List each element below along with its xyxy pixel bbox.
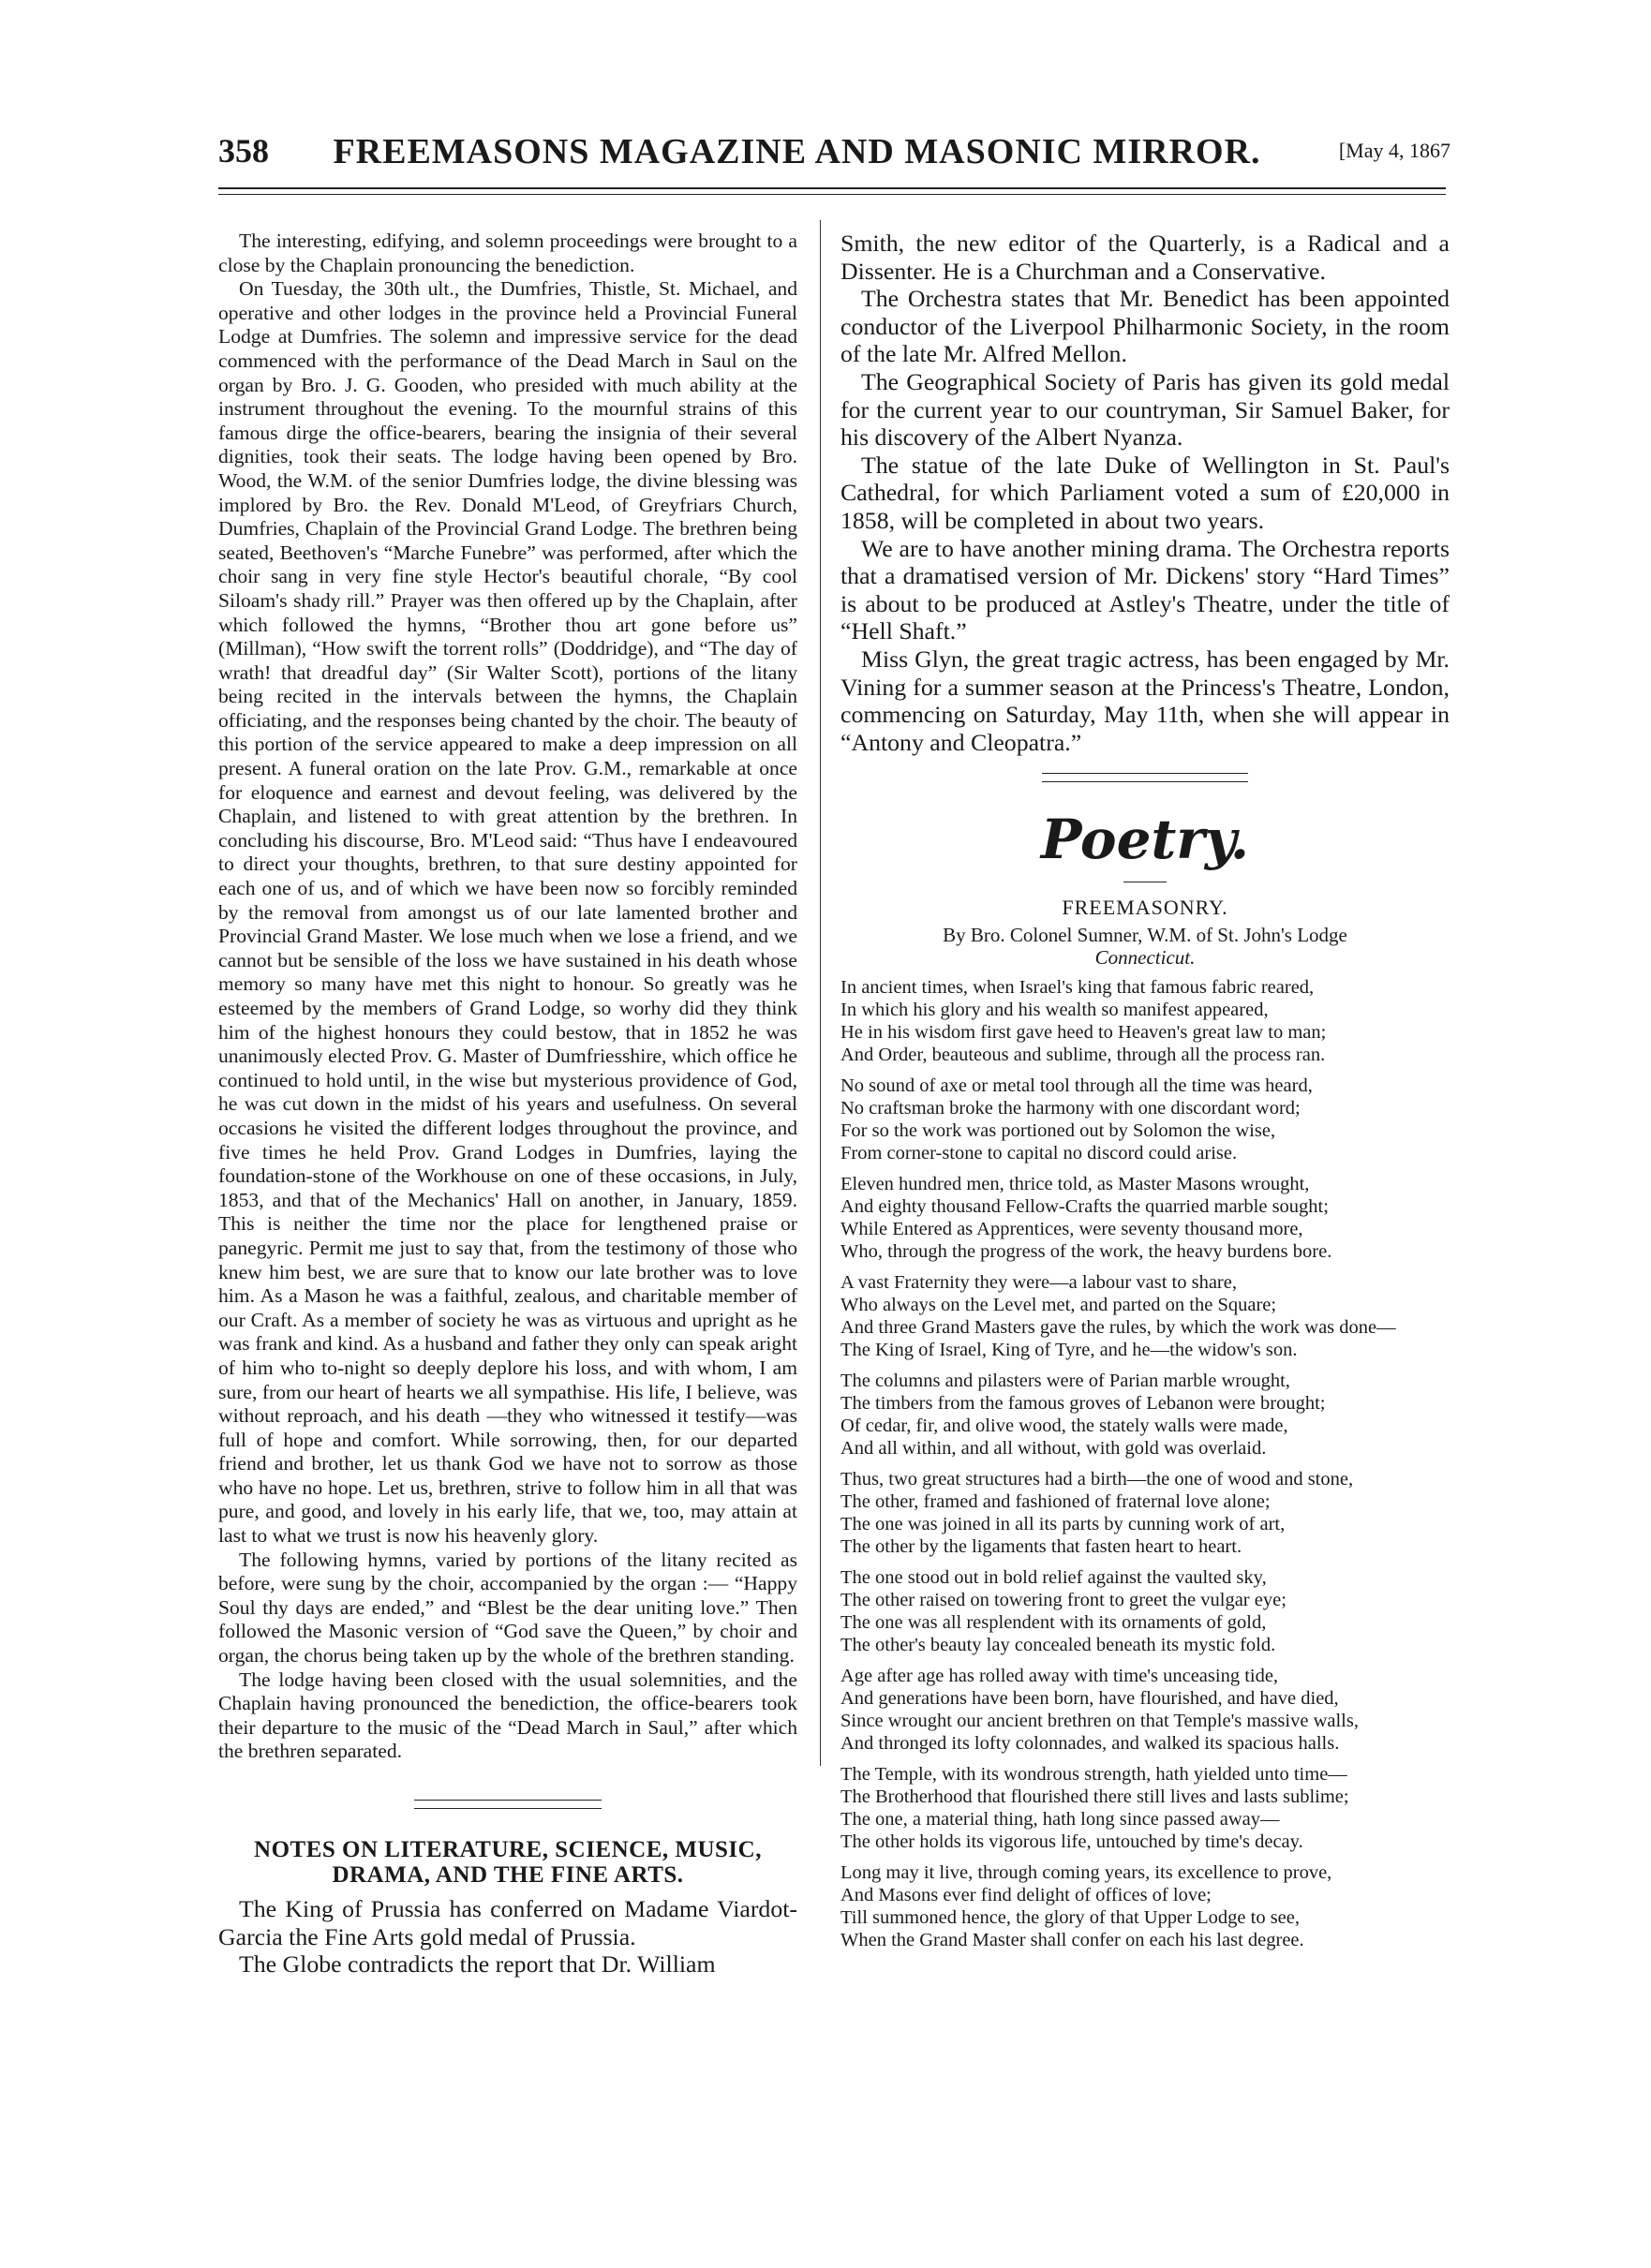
stanza [840, 1665, 1450, 1755]
verse-line: The Temple, with its wondrous strength, hath yielded unto time— [840, 1764, 1347, 1786]
poem-affiliation: Connecticut. [1094, 946, 1196, 970]
poem-body [840, 976, 1450, 1951]
stanza [840, 1566, 1450, 1656]
notes-section [218, 1837, 797, 1979]
stanza [840, 1271, 1450, 1361]
verse-line: While Entered as Apprentices, were seventy thousand more, [840, 1219, 1303, 1240]
verse-line: And generations have been born, have flourished, and have died, [840, 1688, 1339, 1710]
verse-line: The King of Israel, King of Tyre, and he—the widow's son. [840, 1340, 1298, 1361]
section-heading: NOTES ON LITERATURE, SCIENCE, MUSIC, DRAMA, AND THE FINE ARTS. [254, 1837, 762, 1888]
verse-line: The one stood out in bold relief against the vaulted sky, [840, 1567, 1267, 1589]
verse-line: The other raised on towering front to greet the vulgar eye; [840, 1590, 1287, 1611]
verse-line: And eighty thousand Fellow-Crafts the quarried marble sought; [840, 1196, 1329, 1218]
verse-line: No sound of axe or metal tool through all the time was heard, [840, 1075, 1313, 1097]
stanza [840, 1468, 1450, 1558]
notes-paragraph: Miss Glyn, the great tragic actress, has been engaged by Mr. Vining for a summer season at the Princess's Theatre, London, commencing on Saturday, May 11th, when she will appear in “Antony and Cleopatra.” [840, 645, 1450, 756]
stanza [840, 1075, 1450, 1164]
verse-line: The timbers from the famous groves of Lebanon were brought; [840, 1393, 1326, 1415]
article-paragraph: On Tuesday, the 30th ult., the Dumfries, Thistle, St. Michael, and operative and other lodges in the province held a Provincial Funeral Lodge at Dumfries. The solemn and impressive service for the dead commenced with the performance of the Dead March in Saul on the organ by Bro. J. G. Gooden, who presided with much ability at the instrument throughout the evening. To the mournful strains of this famous dirge the office-bearers, bearing the insignia of their several dignities, took their seats. The lodge having been opened by Bro. Wood, the W.M. of the senior Dumfries lodge, the divine blessing was implored by Bro. the Rev. Donald M'Leod, of Greyfriars Church, Dumfries, Chaplain of the Provincial Grand Lodge. The brethren being seated, Beethoven's “Marche Funebre” was performed, after which the choir sang in very fine style Hector's beautiful chorale, “By cool Siloam's shady rill.” Prayer was then offered up by the Chaplain, after which followed the hymns, “Brother thou art gone before us” (Millman), “How swift the torrent rolls” (Doddridge), and “The day of wrath! that dreadful day” (Sir Walter Scott), portions of the litany being recited in the intervals between the hymns, the Chaplain officiating, and the responses being chanted by the choir. The beauty of this portion of the service appeared to make a deep impression on all present. A funeral oration on the late Prov. G.M., remarkable at once for eloquence and earnest and devout feeling, was delivered by the Chaplain, and listened to with great attention by the brethren. In concluding his discourse, Bro. M'Leod said: “Thus have I endeavoured to direct your thoughts, brethren, to that sure destiny appointed for each one of us, and of which we have been now so forcibly reminded by the removal from amongst us of our late lamented brother and Provincial Grand Master. We lose much when we lose a friend, and we cannot but be sensible of the loss we have sustained in his death whose memory so many have met this night to honour. So greatly was he esteemed by the members of Grand Lodge, so worhy did they think him of the highest honours they could bestow, that in 1852 he was unanimously elected Prov. G. Master of Dumfriesshire, which office he continued to hold until, in the wise but mysterious providence of God, he was cut down in the midst of his years and usefulness. On several occasions he visited the different lodges throughout the province, and five times he held Prov. Grand Lodges in Dumfries, laying the foundation-stone of the Workhouse on one of these occasions, in July, 1853, and that of the Mechanics' Hall on another, in January, 1859. This is neither the time nor the place for lengthened praise or panegyric. Permit me just to say that, from the testimony of those who knew him best, we are sure that to know our late brother was to love him. As a Mason he was a faithful, zealous, and charitable member of our Craft. As a member of society he was as virtuous and upright as he was frank and kind. As a husband and father they only can speak aright of him who to-night so deeply deplore his loss, and with whom, I am sure, from our heart of hearts we all sympathise. His life, I believe, was without reproach, and his death —they who witnessed it testify—was full of hope and comfort. While sorrowing, then, for our departed friend and brother, let us thank God we have not to sorrow as those who have no hope. Let us, brethren, strive to follow him in all that was pure, and good, and lovely in his early life, that we, too, may attain at last to what we trust is now his heavenly glory. [218, 277, 797, 1548]
verse-line: Age after age has rolled away with time's unceasing tide, [840, 1666, 1279, 1687]
header-rule-thick [218, 187, 1446, 189]
page-number: 358 [218, 132, 269, 170]
verse-line: Who always on the Level met, and parted on the Square; [840, 1295, 1277, 1316]
notes-paragraph: Smith, the new editor of the Quarterly, is a Radical and a Dissenter. He is a Churchman and a Conservative. [840, 230, 1450, 285]
header-rule-thin [218, 194, 1446, 195]
stanza [840, 1370, 1450, 1460]
verse-line: The other holds its vigorous life, untouched by time's decay. [840, 1831, 1303, 1853]
verse-line: Since wrought our ancient brethren on that Temple's massive walls, [840, 1711, 1359, 1732]
verse-line: A vast Fraternity they were—a labour vast to share, [840, 1272, 1237, 1294]
article-paragraph: The following hymns, varied by portions of the litany recited as before, were sung by the choir, accompanied by the organ :— “Happy Soul thy days are ended,” and “Blest be the dear uniting love.” Then followed the Masonic version of “God save the Queen,” by choir and organ, the chorus being taken up by the whole of the brethren standing. [218, 1548, 797, 1668]
stanza [840, 1173, 1450, 1263]
verse-line: Of cedar, fir, and olive wood, the stately walls were made, [840, 1416, 1288, 1437]
article-paragraph: The interesting, edifying, and solemn proceedings were brought to a close by the Chaplain pronouncing the benediction. [218, 230, 797, 276]
verse-line: The Brotherhood that flourished there still lives and lasts sublime; [840, 1786, 1349, 1808]
stanza [840, 976, 1450, 1066]
section-separator [414, 1800, 602, 1809]
verse-line: And thronged its lofty colonnades, and walked its spacious halls. [840, 1733, 1340, 1755]
issue-date: [May 4, 1867 [1338, 139, 1450, 162]
masthead [218, 131, 1450, 178]
verse-line: In ancient times, when Israel's king that famous fabric reared, [840, 977, 1315, 999]
verse-line: Eleven hundred men, thrice told, as Master Masons wrought, [840, 1174, 1310, 1195]
verse-line: The other's beauty lay concealed beneath its mystic fold. [840, 1635, 1276, 1656]
verse-line: From corner-stone to capital no discord could arise. [840, 1143, 1238, 1164]
verse-line: And Masons ever find delight of offices of love; [840, 1885, 1212, 1906]
notes-paragraph: The Globe contradicts the report that Dr. William [239, 1950, 716, 1979]
poem-title: FREEMASONRY. [1062, 896, 1228, 920]
verse-line: The columns and pilasters were of Parian marble wrought, [840, 1371, 1290, 1392]
right-column [840, 230, 1450, 1960]
verse-line: He in his wisdom first gave heed to Heaven's great law to man; [840, 1022, 1327, 1044]
verse-line: And Order, beauteous and sublime, through all the process ran. [840, 1045, 1326, 1066]
verse-line: In which his glory and his wealth so manifest appeared, [840, 1000, 1269, 1021]
verse-line: The one was joined in all its parts by cunning work of art, [840, 1514, 1286, 1535]
verse-line: No craftsman broke the harmony with one discordant word; [840, 1098, 1301, 1119]
poem-byline: By Bro. Colonel Sumner, W.M. of St. John's Lodge [943, 924, 1347, 947]
verse-line: The one, a material thing, hath long since passed away— [840, 1809, 1280, 1831]
verse-line: And all within, and all without, with gold was overlaid. [840, 1438, 1267, 1460]
notes-paragraph: The Orchestra states that Mr. Benedict has been appointed conductor of the Liverpool Philharmonic Society, in the room of the late Mr. Alfred Mellon. [840, 285, 1450, 368]
verse-line: The one was all resplendent with its ornaments of gold, [840, 1612, 1267, 1634]
notes-paragraph: The statue of the late Duke of Wellington in St. Paul's Cathedral, for which Parliament voted a sum of £20,000 in 1858, will be completed in about two years. [840, 451, 1450, 534]
notes-paragraph: The King of Prussia has conferred on Madame Viardot-Garcia the Fine Arts gold medal of Prussia. [218, 1895, 797, 1950]
verse-line: For so the work was portioned out by Solomon the wise, [840, 1120, 1276, 1142]
verse-line: The other by the ligaments that fasten heart to heart. [840, 1536, 1242, 1558]
notes-paragraph: We are to have another mining drama. The Orchestra reports that a dramatised version of Mr. Dickens' story “Hard Times” is about to be produced at Astley's Theatre, under the title of “Hell Shaft.” [840, 534, 1450, 645]
poetry-heading: Poetry. [1040, 808, 1250, 872]
section-separator [1042, 773, 1248, 782]
verse-line: Thus, two great structures had a birth—the one of wood and stone, [840, 1469, 1354, 1490]
stanza [840, 1763, 1450, 1853]
verse-line: Long may it live, through coming years, its excellence to prove, [840, 1862, 1332, 1884]
verse-line: The other, framed and fashioned of fraternal love alone; [840, 1491, 1271, 1513]
verse-line: Who, through the progress of the work, the heavy burdens bore. [840, 1241, 1332, 1263]
stanza [840, 1861, 1450, 1951]
left-column [218, 230, 797, 1979]
verse-line: And three Grand Masters gave the rules, by which the work was done— [840, 1317, 1396, 1339]
notes-paragraph: The Geographical Society of Paris has given its gold medal for the current year to our countryman, Sir Samuel Baker, for his discovery of the Albert Nyanza. [840, 367, 1450, 452]
publication-title: FREEMASONS MAGAZINE AND MASONIC MIRROR. [333, 132, 1261, 171]
verse-line: Till summoned hence, the glory of that Upper Lodge to see, [840, 1907, 1301, 1929]
article-paragraph: The lodge having been closed with the usual solemnities, and the Chaplain having pronounced the benediction, the office-bearers took their departure to the music of the “Dead March in Saul,” after which the brethren separated. [218, 1668, 797, 1763]
verse-line: When the Grand Master shall confer on each his last degree. [840, 1930, 1304, 1951]
poetry-section [840, 807, 1450, 1951]
column-divider [820, 220, 821, 1766]
